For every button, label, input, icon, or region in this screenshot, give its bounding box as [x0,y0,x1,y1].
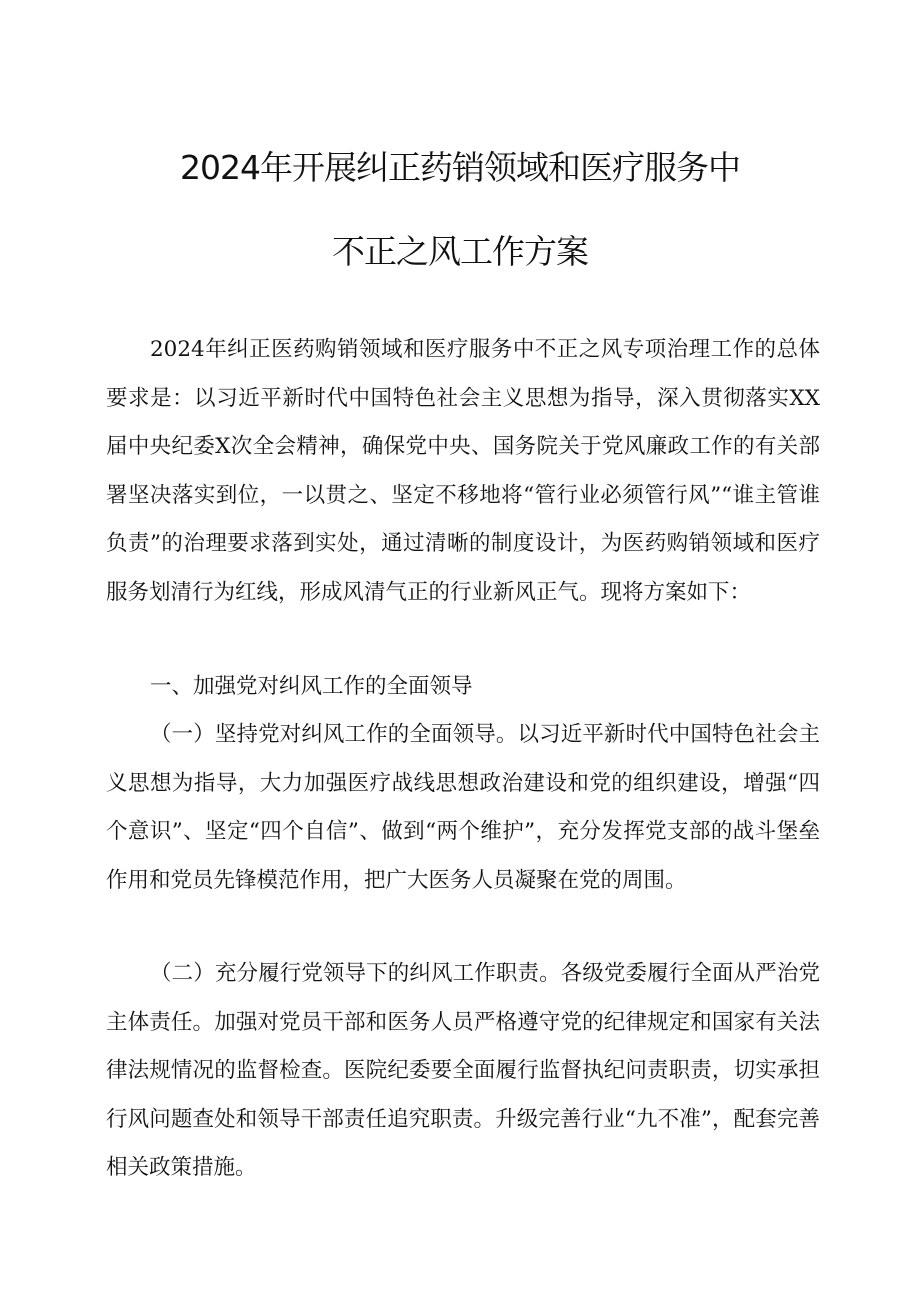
subsection-paragraph-1: （一）坚持党对纠风工作的全面领导。以习近平新时代中国特色社会主义思想为指导，大力加强医疗战线思想政治建设和党的组织建设，增强“四个意识”、坚定“四个自信”、做到“两个维护”，充分发挥党支部的战斗堡垒作用和党员先锋模范作用，把广大医务人员凝聚在党的周围。 [106,722,820,893]
subsection-paragraph-2: （二）充分履行党领导下的纠风工作职责。各级党委履行全面从严治党主体责任。加强对党员干部和医务人员严格遵守党的纪律规定和国家有关法律法规情况的监督检查。医院纪委要全面履行监督执纪问责职责，切实承担行风问题查处和领导干部责任追究职责。升级完善行业“九不准”，配套完善相关政策措施。 [106,961,820,1181]
section-heading-1: 一、加强党对纠风工作的全面领导 [150,674,473,699]
intro-paragraph: 2024年纠正医药购销领域和医疗服务中不正之风专项治理工作的总体要求是：以习近平新时代中国特色社会主义思想为指导，深入贯彻落实XX届中央纪委X次全会精神，确保党中央、国务院关于党风廉政工作的有关部署坚决落实到位，一以贯之、坚定不移地将“管行业必须管行风”“谁主管谁负责”的治理要求落到实处，通过清晰的制度设计，为医药购销领域和医疗服务划清行为红线，形成风清气正的行业新风正气。现将方案如下： [106,337,820,605]
document-title-line-2: 不正之风工作方案 [332,232,588,271]
document-title-line-1: 2024年开展纠正药销领域和医疗服务中 [180,148,740,187]
